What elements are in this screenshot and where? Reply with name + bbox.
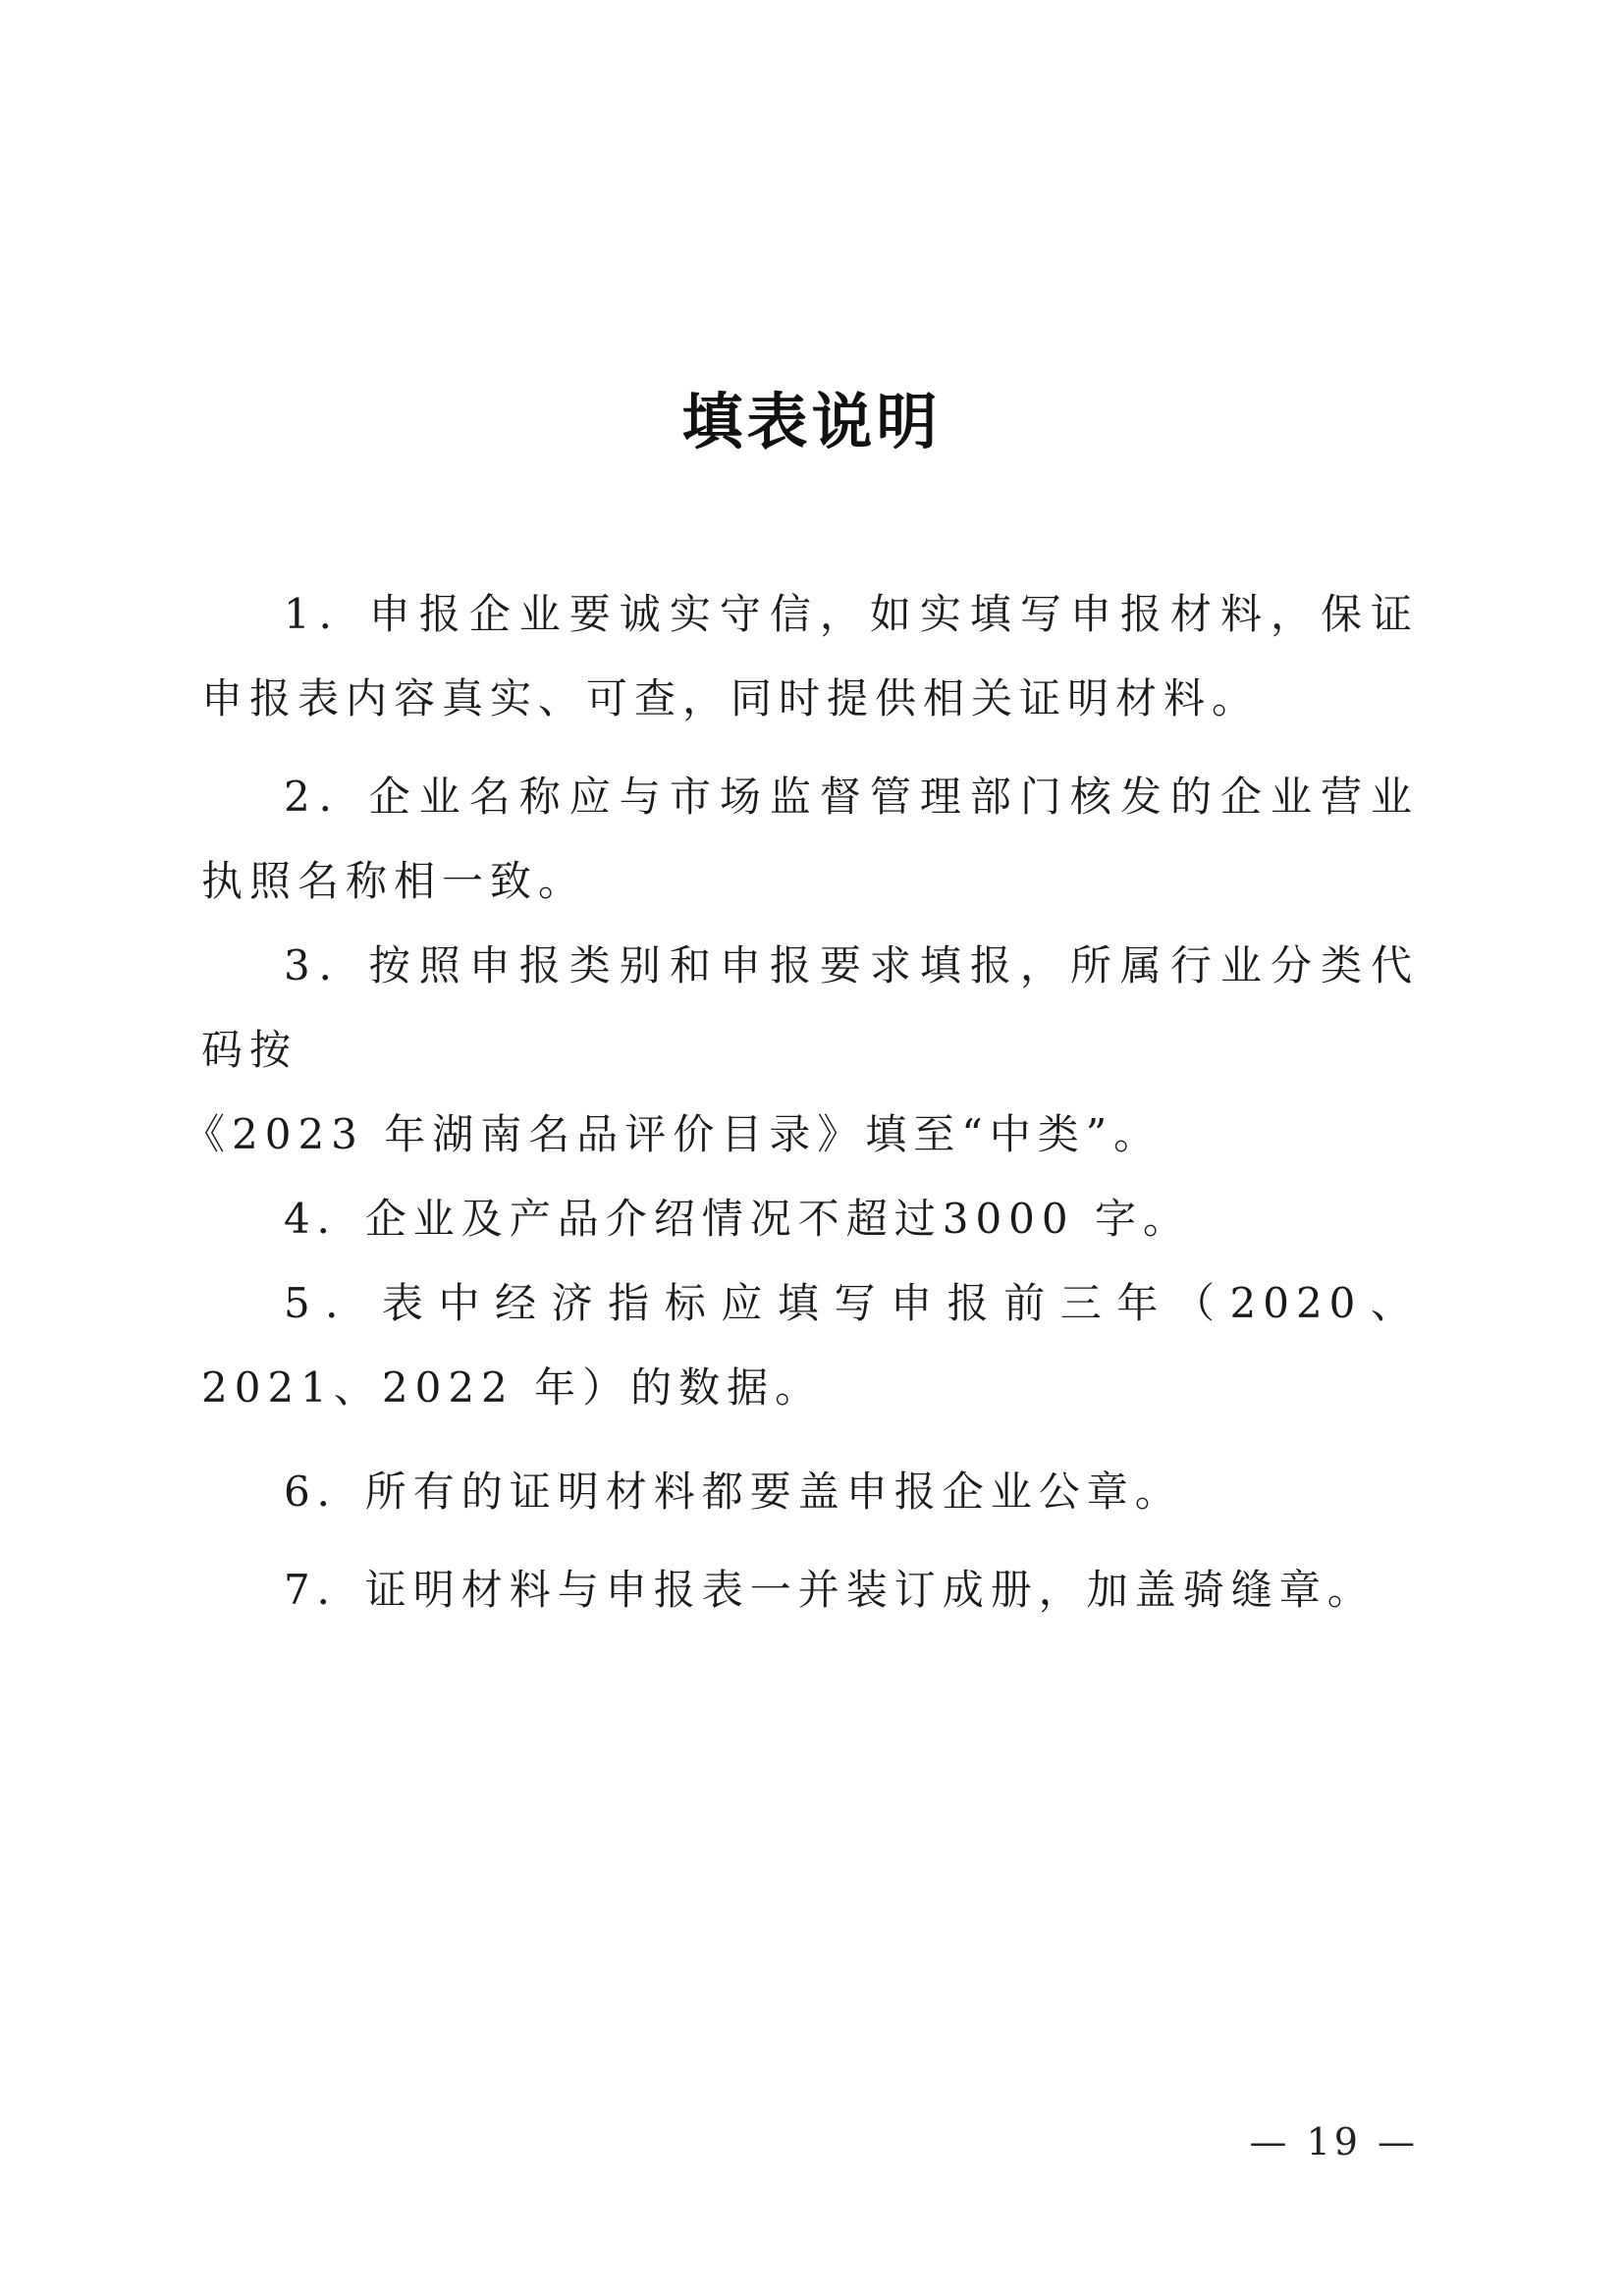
page-number: — 19 — (1249, 2120, 1419, 2163)
instruction-item-6: 6．所有的证明材料都要盖申报企业公章。 (284, 1468, 1183, 1516)
page-title: 填表说明 (681, 386, 942, 457)
instruction-item-3-continued: 《2023 年湖南名品评价目录》填至“中类”。 (184, 1110, 1163, 1158)
instructions-body (184, 572, 1419, 1632)
instruction-item-7: 7．证明材料与申报表一并装订成册，加盖骑缝章。 (284, 1566, 1376, 1614)
instruction-item-2: 2．企业名称应与市场监督管理部门核发的企业营业执照名称相一致。 (201, 773, 1419, 905)
instruction-item-1: 1．申报企业要诚实守信，如实填写申报材料，保证申报表内容真实、可查，同时提供相关证明材料。 (201, 590, 1419, 722)
instruction-item-5: 5．表中经济指标应填写申报前三年（2020、2021、2022 年）的数据。 (201, 1279, 1419, 1412)
instruction-item-3: 3．按照申报类别和申报要求填报，所属行业分类代码按 (201, 941, 1419, 1074)
instruction-item-4: 4．企业及产品介绍情况不超过3000 字。 (284, 1195, 1191, 1243)
